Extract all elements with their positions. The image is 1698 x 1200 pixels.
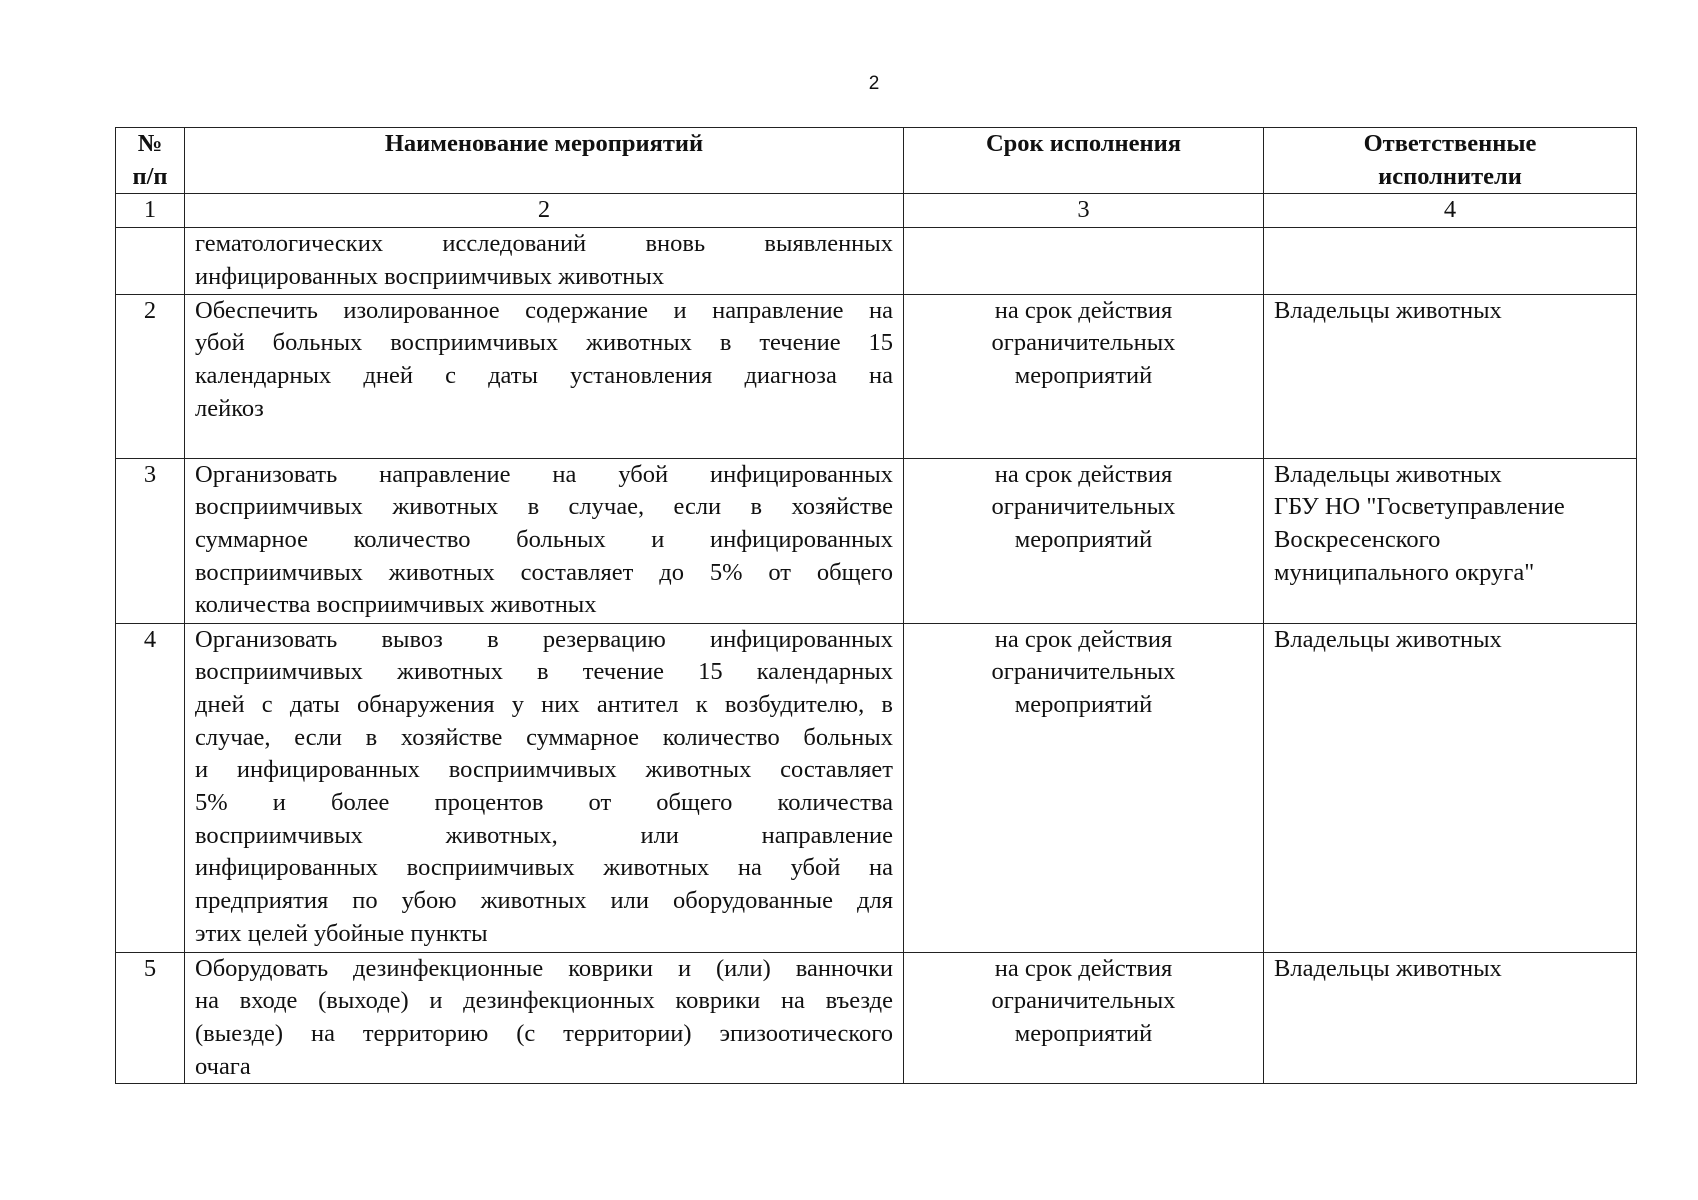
header-name: Наименование мероприятий: [185, 128, 904, 194]
responsible-executors-line: Владельцы животных: [1274, 625, 1502, 653]
measure-name-line: суммарное количество больных и инфицированных: [195, 525, 893, 553]
column-index: 4: [1264, 194, 1637, 228]
column-index: 3: [904, 194, 1264, 228]
measure-name-line: (выезде) на территорию (с территории) эпизоотического: [195, 1019, 893, 1047]
execution-term-line: мероприятий: [1014, 525, 1153, 553]
execution-term-line: ограничительных: [991, 987, 1176, 1015]
responsible-executors: [1264, 294, 1637, 458]
execution-term-line: ограничительных: [991, 329, 1176, 357]
execution-term-line: на срок действия: [994, 296, 1173, 324]
execution-term: [904, 228, 1264, 294]
header-resp-line: Ответственные: [1363, 130, 1537, 157]
measure-name-line: гематологических исследований вновь выявленных: [195, 230, 893, 258]
execution-term-line: на срок действия: [994, 954, 1173, 982]
header-num-line: п/п: [132, 162, 168, 190]
column-index: 1: [116, 194, 185, 228]
execution-term-line: мероприятий: [1014, 1019, 1153, 1047]
execution-term-line: ограничительных: [991, 658, 1176, 686]
measure-name-line: убой больных восприимчивых животных в течение 15: [195, 329, 893, 357]
measure-name-line: лейкоз: [195, 394, 264, 422]
measure-name-line: очага: [195, 1052, 251, 1080]
table-row: [116, 623, 1637, 952]
responsible-executors-line: Воскресенского: [1274, 525, 1441, 553]
column-index: 2: [185, 194, 904, 228]
responsible-executors-line: муниципального округа": [1274, 558, 1535, 586]
measure-name: [185, 458, 904, 623]
header-term: Срок исполнения: [904, 128, 1264, 194]
measure-name-line: Организовать направление на убой инфицированных: [195, 460, 893, 488]
execution-term: [904, 294, 1264, 458]
measure-name-line: восприимчивых животных, или направление: [195, 821, 893, 849]
measure-name: [185, 294, 904, 458]
table-row: [116, 294, 1637, 458]
execution-term-line: на срок действия: [994, 460, 1173, 488]
responsible-executors-line: ГБУ НО "Госветуправление: [1274, 493, 1565, 521]
table-header-row: [116, 128, 1637, 194]
responsible-executors-line: Владельцы животных: [1274, 296, 1502, 324]
table-row: [116, 952, 1637, 1084]
column-index-row: [116, 194, 1637, 228]
measure-name-line: дней с даты обнаружения у них антител к возбудителю, в: [195, 690, 893, 718]
measures-table: [115, 127, 1637, 1084]
row-number: 2: [116, 294, 185, 458]
responsible-executors: [1264, 458, 1637, 623]
responsible-executors: [1264, 952, 1637, 1084]
measure-name: [185, 623, 904, 952]
measure-name-line: инфицированных восприимчивых животных: [195, 262, 665, 290]
measure-name-line: восприимчивых животных в случае, если в хозяйстве: [195, 493, 893, 521]
measure-name-line: календарных дней с даты установления диагноза на: [195, 361, 893, 389]
header-resp-line: исполнители: [1378, 162, 1522, 190]
page-number: 2: [868, 73, 880, 94]
measure-name-line: Обеспечить изолированное содержание и направление на: [195, 296, 893, 324]
measure-name-line: восприимчивых животных составляет до 5% от общего: [195, 558, 893, 586]
row-number: [116, 228, 185, 294]
responsible-executors-line: Владельцы животных: [1274, 460, 1502, 488]
header-num: [116, 128, 185, 194]
execution-term-line: мероприятий: [1014, 361, 1153, 389]
measure-name-line: предприятия по убою животных или оборудованные для: [195, 887, 893, 915]
measure-name-line: 5% и более процентов от общего количества: [195, 789, 893, 817]
row-number: 3: [116, 458, 185, 623]
measure-name-line: случае, если в хозяйстве суммарное количество больных: [195, 723, 893, 751]
table-body: [116, 228, 1637, 1084]
responsible-executors: [1264, 623, 1637, 952]
execution-term-line: ограничительных: [991, 493, 1176, 521]
header-resp: [1264, 128, 1637, 194]
measure-name-line: Организовать вывоз в резервацию инфицированных: [195, 625, 893, 653]
measure-name: [185, 228, 904, 294]
header-num-line: №: [137, 130, 163, 157]
execution-term: [904, 458, 1264, 623]
row-number: 5: [116, 952, 185, 1084]
measure-name-line: этих целей убойные пункты: [195, 919, 488, 947]
execution-term: [904, 952, 1264, 1084]
execution-term-line: на срок действия: [994, 625, 1173, 653]
table-row: [116, 228, 1637, 294]
responsible-executors-line: Владельцы животных: [1274, 954, 1502, 982]
measure-name-line: и инфицированных восприимчивых животных составляет: [195, 756, 893, 784]
measure-name-line: Оборудовать дезинфекционные коврики и (или) ванночки: [195, 954, 893, 982]
measure-name: [185, 952, 904, 1084]
execution-term: [904, 623, 1264, 952]
measure-name-line: восприимчивых животных в течение 15 календарных: [195, 658, 893, 686]
measure-name-line: на входе (выходе) и дезинфекционных коврики на въезде: [195, 987, 893, 1015]
table-row: [116, 458, 1637, 623]
measure-name-line: инфицированных восприимчивых животных на убой на: [195, 854, 893, 882]
row-number: 4: [116, 623, 185, 952]
measure-name-line: количества восприимчивых животных: [195, 591, 597, 619]
execution-term-line: мероприятий: [1014, 690, 1153, 718]
responsible-executors: [1264, 228, 1637, 294]
